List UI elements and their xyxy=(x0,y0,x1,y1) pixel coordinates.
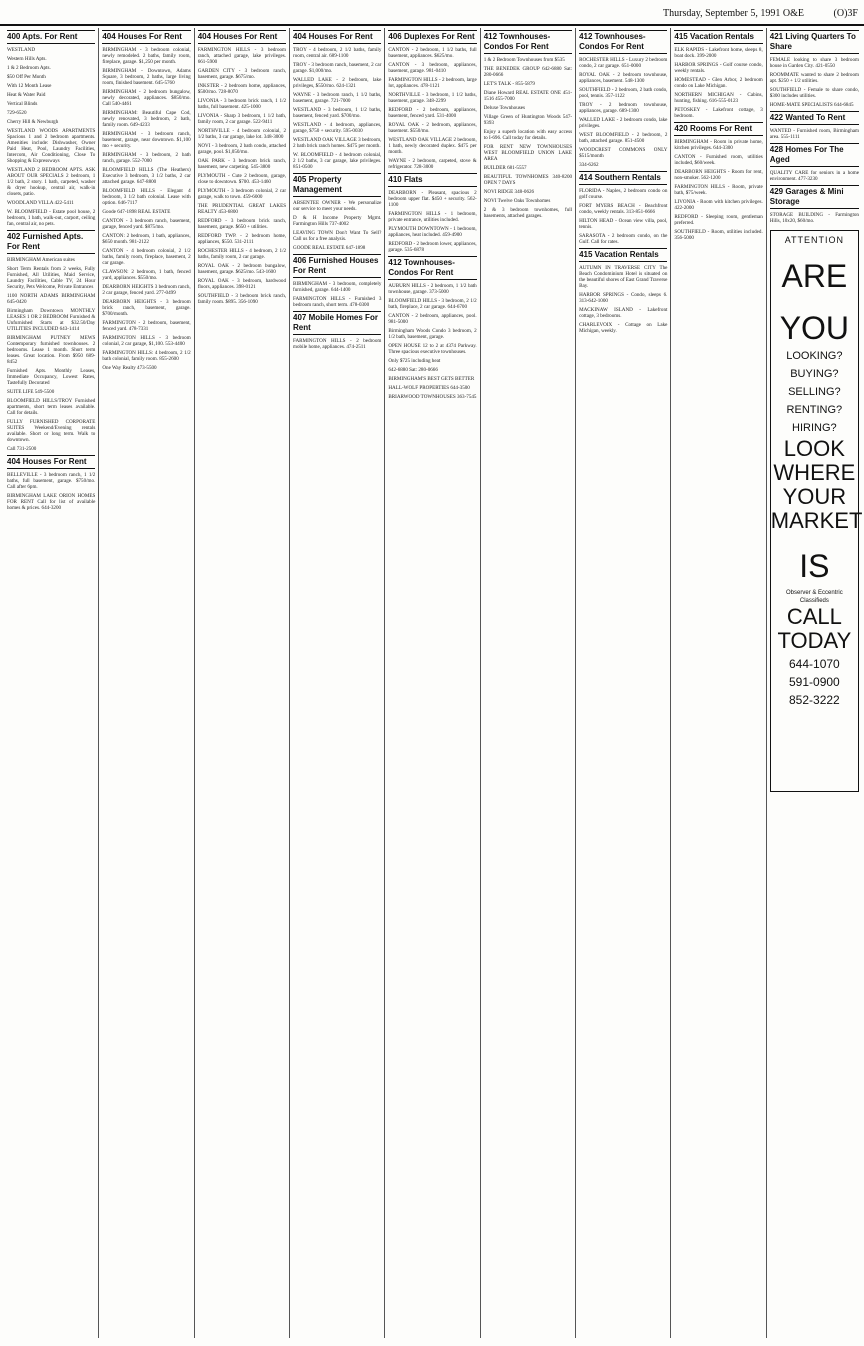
section-header: 400 Apts. For Rent xyxy=(7,30,95,44)
classified-ad: 334-6262 xyxy=(579,162,599,168)
promo-q5: HIRING? xyxy=(792,422,837,434)
classified-ad: Western Hills Apts. xyxy=(7,56,47,62)
issue-date: Thursday, September 5, 1991 O&E xyxy=(663,8,804,19)
section-header: 404 Houses For Rent xyxy=(198,30,286,44)
promo-today: TODAY xyxy=(777,628,852,653)
classified-ad: BIRMINGHAM - 3 bedroom colonial, newly remodeled. 2 baths, family room, fireplace, garage. $1,250 per month. xyxy=(102,47,191,65)
classified-ad: BLOOMFIELD HILLS - Elegant 4 bedroom, 3 1/2 bath colonial. Lease with option. 646-7117 xyxy=(102,188,191,206)
market-promo-box xyxy=(770,230,862,792)
classified-ad: HALL-WOLF PROPERTIES 644-3500 xyxy=(388,385,470,391)
classified-ad: ROCHESTER HILLS - 4 bedroom, 2 1/2 baths, family room, 2 car garage. xyxy=(197,248,287,260)
classified-ad: W. BLOOMFIELD - Estate pool house, 2 bedroom, 1 bath, walk-out, carport, ceiling fan, central air, no pets. xyxy=(7,209,96,227)
classified-ad: D & H Income Property Mgmt. Farmington Hills 737-4002 xyxy=(293,215,382,227)
section-header: 406 Duplexes For Rent xyxy=(388,30,476,44)
classified-ad: ABSENTEE OWNER - We personalize our service to meet your needs. xyxy=(293,200,382,212)
classified-ad: Vertical Blinds xyxy=(7,101,38,107)
classified-ad: Village Green of Huntington Woods 547-9393 xyxy=(483,114,573,126)
classified-ad: GOODE REAL ESTATE 647-1898 xyxy=(293,245,366,251)
classified-ad: BEAUTIFUL TOWNHOMES 340-8200 OPEN 7 DAYS xyxy=(483,174,573,186)
section-header: 429 Garages & Mini Storage xyxy=(770,185,859,209)
classified-ad: PLYMOUTH - 3 bedroom colonial, 2 car garage, walk to town. 459-6000 xyxy=(197,188,287,200)
classified-ad: STORAGE BUILDING - Farmington Hills, 10x20, $60/mo. xyxy=(769,212,859,224)
classified-ad: QUALITY CARE for seniors in a home environment. 477-3230 xyxy=(769,170,859,182)
classified-ad: BLOOMFIELD HILLS - 3 bedroom, 2 1/2 bath, fireplace, 2 car garage. 644-6700 xyxy=(388,298,477,310)
classified-ad: WEST BLOOMFIELD - 2 bedroom, 2 bath, attached garage. 851-4500 xyxy=(579,132,668,144)
classified-ad: TROY - 3 bedroom ranch, basement, 2 car garage. $1,000/mo. xyxy=(293,62,382,74)
classified-ad: FARMINGTON HILLS: 4 bedroom, 2 1/2 bath colonial, family room. 855-2600 xyxy=(102,350,191,362)
classified-ad: $50 Off Per Month xyxy=(7,74,46,80)
classified-ad: FARMINGTON HILLS - Room, private bath, $75/week. xyxy=(674,184,763,196)
classified-ad: WOODCREST COMMONS ONLY $515/month xyxy=(579,147,668,159)
classified-ad: 729-6520 xyxy=(7,110,27,116)
column-3 xyxy=(195,28,290,1338)
classified-ad: FARMINGTON - 2 bedroom, basement, fenced yard. 478-7331 xyxy=(102,320,191,332)
classified-ad: ROYAL OAK - 3 bedroom, hardwood floors, appliances. 398-0121 xyxy=(197,278,287,290)
promo-q1: LOOKING? xyxy=(786,350,843,362)
classified-ad: OAK PARK - 3 bedroom brick ranch, basement, new carpeting. 545-3800 xyxy=(197,158,287,170)
classified-ad: BIRMINGHAM - Downtown, Adams Square, 3 bedroom, 2 baths, large living room, finished basement. 645-5760 xyxy=(102,68,191,86)
promo-q2: BUYING? xyxy=(790,368,839,380)
classified-ad: ELK RAPIDS - Lakefront home, sleeps 8, boat dock. 399-2000 xyxy=(674,47,763,59)
classified-ad: PLYMOUTH - Cute 2 bedroom, garage, close to downtown. $700. 453-1460 xyxy=(197,173,287,185)
classified-ad: CANTON - 2 bedroom, 1 1/2 baths, full basement, appliances. $625/mo. xyxy=(388,47,477,59)
classified-ad: LIVONIA - Room with kitchen privileges. 422-2000 xyxy=(674,199,763,211)
classified-ad: WESTLAND WOODS APARTMENTS Spacious 1 and 2 bedroom apartments. Amenities include: Dishwasher, Owner Paid Heat, Pool, Laundry Facilities, Intercom, Air Conditioning, Close To Shopping & Expressways xyxy=(7,128,96,164)
classified-ad: BIRMINGHAM PUTNEY MEWS Contemporary furnished townhouses. 2 bedrooms. Lease 1 month. Short term leases. Great location. From $950 689-8452 xyxy=(7,335,96,365)
classified-ad: 1 & 2 Bedroom Townhouses from $535 xyxy=(483,57,565,63)
classified-ad: WESTLAND 2 BEDROOM APTS. ASK ABOUT OUR SPECIALS 2 bedroom, 1 1/2 bath, 2 story. 1 bath, carpeted, washer & dryer hookup, central air, walk-in closets, patio. xyxy=(7,167,96,197)
section-header: 412 Townhouses-Condos For Rent xyxy=(484,30,572,54)
section-header: 407 Mobile Homes For Rent xyxy=(293,311,381,335)
classified-ad: WESTLAND - 4 bedroom, appliances, garage, $750 + security. 595-0030 xyxy=(293,122,382,134)
classified-ad: 1 & 2 Bedroom Apts. xyxy=(7,65,51,71)
classified-ad: LET'S TALK - 855-5879 xyxy=(483,81,535,87)
column-4 xyxy=(290,28,385,1338)
classified-ad: FEMALE looking to share 3 bedroom house in Garden City. 421-0550 xyxy=(769,57,859,69)
classified-ad: CANTON: 2 bedroom, 1 bath, appliances, $650 month. 981-2122 xyxy=(102,233,191,245)
classified-ad: BIRMINGHAM American suites xyxy=(7,257,75,263)
column-6 xyxy=(481,28,576,1338)
column-7 xyxy=(576,28,671,1338)
classified-ad: REDFORD TWP. - 2 bedroom home, appliances, $550. 531-2111 xyxy=(197,233,287,245)
classified-ad: BUILDER 681-5557 xyxy=(483,165,527,171)
classified-ad: BIRMINGHAM - 3 bedroom, completely furnished, garage. 644-1400 xyxy=(293,281,382,293)
classified-ad: Birmingham Downtown MONTHLY LEASES 1 OR 2 BEDROOM Furnished & Unfurnished Starts at $32.50/Day UTILITIES INCLUDED 643-1414 xyxy=(7,308,96,332)
classified-ad: REDFORD - 3 bedroom brick ranch, basement, garage. $650 + utilities. xyxy=(197,218,287,230)
classified-ad: BIRMINGHAM - Room in private home, kitchen privileges. 644-3300 xyxy=(674,139,763,151)
classified-ad: Cherry Hill & Newburgh xyxy=(7,119,59,125)
page-number: (O)3F xyxy=(833,8,858,19)
classified-ad: Furnished Apts. Monthly Leases, Immediate Occupancy, Lowest Rates, Tastefully Decorated xyxy=(7,368,96,386)
promo-you: YOU xyxy=(779,310,850,346)
promo-q3: SELLING? xyxy=(788,386,841,398)
classified-ad: FULLY FURNISHED CORPORATE SUITES Weekend/Evening rentals available. Short or long term. Walk to downtown. xyxy=(7,419,96,443)
classified-ad: SOUTHFIELD - Female to share condo, $300 includes utilities. xyxy=(769,87,859,99)
classified-ad: NOVI - 3 bedroom, 2 bath condo, attached garage, pool. $1,050/mo. xyxy=(197,143,287,155)
classified-ad: WALLED LAKE - 2 bedroom condo, lake privileges. xyxy=(579,117,668,129)
classified-ad: BIRMINGHAM LAKE ORION HOMES FOR RENT Call for list of available homes & prices. 644-3200 xyxy=(7,493,96,511)
classified-ad: SOUTHFIELD - Room, utilities included. 356-5000 xyxy=(674,229,763,241)
classified-ad: CHARLEVOIX - Cottage on Lake Michigan, weekly. xyxy=(579,322,668,334)
classified-ad: SOUTHFIELD - 3 bedroom brick ranch, family room. $895. 356-1090 xyxy=(197,293,287,305)
classified-ad: CANTON - 3 bedroom ranch, basement, garage, fenced yard. $875/mo. xyxy=(102,218,191,230)
classified-ad: WESTLAND - 3 bedroom, 1 1/2 baths, basement, fenced yard. $700/mo. xyxy=(293,107,382,119)
column-2 xyxy=(99,28,194,1338)
classified-ad: GARDEN CITY - 3 bedroom ranch, basement, garage. $675/mo. xyxy=(197,68,287,80)
classified-ad: REDFORD - 2 bedroom, appliances, basement, fenced yard. 531-4000 xyxy=(388,107,477,119)
section-header: 415 Vacation Rentals xyxy=(674,30,762,44)
classified-ad: FARMINGTON HILLS - 2 bedroom mobile home, appliances. 474-2511 xyxy=(293,338,382,350)
classified-ad: WESTLAND OAK VILLAGE 2 bedroom, 1 bath, newly decorated duplex. $475 per month. xyxy=(388,137,477,155)
classified-ad: FORT MYERS BEACH - Beachfront condo, weekly rentals. 313-851-6666 xyxy=(579,203,668,215)
promo-where: WHERE xyxy=(773,460,856,485)
classified-ad: CANTON - Furnished room, utilities included, $60/week. xyxy=(674,154,763,166)
classified-ad: Birmingham Woods Condo 3 bedroom, 2 1/2 bath, basement, garage. xyxy=(388,328,477,340)
promo-attention: ATTENTION xyxy=(784,235,845,245)
classified-ad: LIVONIA - Sharp 3 bedroom, 1 1/2 bath, family room, 2 car garage. 522-9411 xyxy=(197,113,287,125)
classified-ad: FARMINGTON HILLS - 3 bedroom colonial, 2 car garage, $1,100. 553-4400 xyxy=(102,335,191,347)
classified-ad: BLOOMFIELD HILLS (The Heathers) Executive 3 bedroom, 3 1/2 baths, 2 car attached garage. 647-8800 xyxy=(102,167,191,185)
section-header: 404 Houses For Rent xyxy=(293,30,381,44)
classified-ad: AUBURN HILLS - 2 bedroom, 1 1/2 bath townhouse, garage. 373-5000 xyxy=(388,283,477,295)
classified-ad: W. BLOOMFIELD - 4 bedroom colonial, 2 1/2 baths, 3 car garage, lake privileges. 851-0500 xyxy=(293,152,382,170)
classified-ad: TROY - 4 bedroom, 2 1/2 baths, family room, central air. 689-1100 xyxy=(293,47,382,59)
classified-ad: THE PRUDENTIAL GREAT LAKES REALTY 453-6800 xyxy=(197,203,287,215)
classified-ad: WESTLAND OAK VILLAGE 3 bedroom, 2 bath brick ranch homes. $475 per month. xyxy=(293,137,382,149)
classified-ad: WOODLAND VILLA 422-5411 xyxy=(7,200,74,206)
section-header: 415 Vacation Rentals xyxy=(579,248,667,262)
classified-ad: One Way Realty 473-5500 xyxy=(102,365,157,371)
section-header: 412 Townhouses-Condos For Rent xyxy=(388,256,476,280)
column-1 xyxy=(4,28,99,1338)
classified-ad: Enjoy a superb location with easy access to I-696. Call today for details. xyxy=(483,129,573,141)
classified-ad: BRIARWOOD TOWNHOUSES 363-7545 xyxy=(388,394,477,400)
promo-brand: Observer & Eccentric Classifieds xyxy=(786,590,843,604)
section-header: 428 Homes For The Aged xyxy=(770,143,859,167)
classified-ad: FARMINGTON HILLS - Furnished 3 bedroom ranch, short term. 478-0300 xyxy=(293,296,382,308)
promo-are: ARE xyxy=(781,258,848,294)
classified-ad: THE BENEDEK GROUP 642-6880 Sat: 280-0666 xyxy=(483,66,573,78)
classified-ad: Short Term Rentals from 2 weeks, Fully Furnished, All Utilities, Maid Service, Laundry Facilities, Cable TV, 24 Hour Security, Pets Welcome, Private Entrances xyxy=(7,266,96,290)
classified-ad: With 12 Month Lease xyxy=(7,83,52,89)
classified-ad: AUTUMN IN TRAVERSE CITY The Beach Condominium Hotel is situated on the beautiful shores of East Grand Traverse Bay. xyxy=(579,265,668,289)
classified-ad: BIRMINGHAM - 3 bedroom, 2 bath ranch, garage. 552-7000 xyxy=(102,152,191,164)
classified-ad: FARMINGTON HILLS - 2 bedroom, large lot, appliances. 478-1121 xyxy=(388,77,477,89)
classified-ad: ROYAL OAK - 2 bedroom, appliances, basement. $550/mo. xyxy=(388,122,477,134)
classified-ad: Call 731-2500 xyxy=(7,446,37,452)
classified-ad: HOME-MATE SPECIALISTS 644-6845 xyxy=(769,102,854,108)
classified-ad: CLAWSON: 2 bedroom, 1 bath, fenced yard, appliances. $550/mo. xyxy=(102,269,191,281)
classified-ad: ROYAL OAK - 2 bedroom bungalow, basement, garage. $625/mo. 543-1600 xyxy=(197,263,287,275)
section-header: 410 Flats xyxy=(388,173,476,187)
classified-ad: CANTON - 2 bedroom, appliances, pool. 981-5000 xyxy=(388,313,477,325)
classified-ad: BIRMINGHAM: Beautiful Cape Cod, newly renovated, 3 bedroom, 2 bath, family room. 649-4233 xyxy=(102,110,191,128)
classified-ad: 2 & 3 bedroom townhomes, full basements, attached garages. xyxy=(483,207,573,219)
promo-p1: 644-1070 xyxy=(789,657,840,671)
classified-ad: LIVONIA - 3 bedroom brick ranch, 1 1/2 baths, full basement. 425-1000 xyxy=(197,98,287,110)
promo-p2: 591-0900 xyxy=(789,675,840,689)
promo-p3: 852-3222 xyxy=(789,693,840,707)
classified-ad: WAYNE - 3 bedroom ranch, 1 1/2 baths, basement, garage. 721-7000 xyxy=(293,92,382,104)
classified-ad: INKSTER - 2 bedroom home, appliances, $500/mo. 728-8070 xyxy=(197,83,287,95)
classified-ad: PLYMOUTH DOWNTOWN - 1 bedroom, appliances, heat included. 459-4900 xyxy=(388,226,477,238)
classified-ad: DEARBORN HEIGHTS - Room for rent, non-smoker. 562-1200 xyxy=(674,169,763,181)
classified-ad: BIRMINGHAM - 2 bedroom bungalow, newly decorated, appliances. $850/mo. Call 540-4461 xyxy=(102,89,191,107)
classified-ad: WANTED - Furnished room, Birmingham area. 555-1111 xyxy=(769,128,859,140)
classified-ad: FOR RENT NEW TOWNHOUSES WEST BLOOMFIELD UNION LAKE AREA xyxy=(483,144,573,162)
classified-ad: REDFORD - Sleeping room, gentleman preferred. xyxy=(674,214,763,226)
promo-is: IS xyxy=(799,548,830,584)
classified-columns xyxy=(4,28,862,1338)
classified-ad: SARASOTA - 2 bedroom condo, on the Gulf. Call for rates. xyxy=(579,233,668,245)
classified-ad: HARBOR SPRINGS - Golf course condo, weekly rentals. xyxy=(674,62,763,74)
classified-ad: NORTHVILLE - 4 bedroom colonial, 2 1/2 baths, 3 car garage, lake lot. 348-3000 xyxy=(197,128,287,140)
promo-look: LOOK xyxy=(783,436,845,461)
classified-ad: REDFORD - 2 bedroom lower, appliances, garage. 535-6878 xyxy=(388,241,477,253)
promo-q4: RENTING? xyxy=(786,404,843,416)
classified-ad: HARBOR SPRINGS - Condo, sleeps 6. 313-642-1000 xyxy=(579,292,668,304)
classified-ad: NOVI Twelve Oaks Townhomes xyxy=(483,198,551,204)
classified-ad: TROY - 2 bedroom townhouse, appliances, garage. 689-1300 xyxy=(579,102,668,114)
classified-ad: WAYNE - 2 bedroom, carpeted, stove & refrigerator. 728-3000 xyxy=(388,158,477,170)
classified-ad: OPEN HOUSE 12 to 2 at 4374 Parkway. Three spacious executive townhouses. xyxy=(388,343,477,355)
classified-ad: BIRMINGHAM'S BEST GETS BETTER xyxy=(388,376,475,382)
promo-call: CALL xyxy=(786,604,842,629)
classified-ad: HOMESTEAD - Glen Arbor, 2 bedroom condo on Lake Michigan. xyxy=(674,77,763,89)
promo-your: YOUR xyxy=(782,484,847,509)
classified-ad: BIRMINGHAM - 3 bedroom ranch, basement, garage, near downtown. $1,100 mo + security. xyxy=(102,131,191,149)
section-header: 414 Southern Rentals xyxy=(579,171,667,185)
promo-market: MARKET xyxy=(770,508,862,533)
classified-ad: NOVI RIDGE 348-0626 xyxy=(483,189,535,195)
classified-ad: Diane Howard REAL ESTATE ONE 451-1516 455-7000 xyxy=(483,90,573,102)
classified-ad: FARMINGTON HILLS - 3 bedroom ranch, attached garage, lake privileges. 661-5900 xyxy=(197,47,287,65)
classified-ad: ROCHESTER HILLS - Luxury 2 bedroom condo, 2 car garage. 651-0000 xyxy=(579,57,668,69)
classified-ad: FARMINGTON HILLS - 1 bedroom, private entrance, utilities included. xyxy=(388,211,477,223)
section-header: 406 Furnished Houses For Rent xyxy=(293,254,381,278)
section-header: 405 Property Management xyxy=(293,173,381,197)
classified-ad: BELLEVILLE - 3 bedroom ranch, 1 1/2 baths, full basement, garage. $750/mo. Call after 6pm. xyxy=(7,472,96,490)
classified-ad: MACKINAW ISLAND - Lakefront cottage, 3 bedrooms. xyxy=(579,307,668,319)
section-header: 420 Rooms For Rent xyxy=(674,122,762,136)
classified-ad: PETOSKEY - Lakefront cottage, 3 bedroom. xyxy=(674,107,763,119)
column-8 xyxy=(671,28,766,1338)
classified-ad: DEARBORN HEIGHTS - 3 bedroom brick ranch, basement, garage. $700/month. xyxy=(102,299,191,317)
classified-ad: WALLED LAKE - 2 bedroom, lake privileges, $550/mo. 624-1321 xyxy=(293,77,382,89)
classified-ad: DEARBORN - Pleasant, spacious 2 bedroom upper flat. $450 + security. 562-1100 xyxy=(388,190,477,208)
classified-ad: ROOMMATE wanted to share 2 bedroom apt. $250 + 1/2 utilities. xyxy=(769,72,859,84)
column-5 xyxy=(385,28,480,1338)
classified-ad: Only $725 including heat xyxy=(388,358,441,364)
classified-ad: Heat & Water Paid xyxy=(7,92,46,98)
classified-ad: SUITE LIFE 549-5500 xyxy=(7,389,55,395)
classified-ad: Deluxe Townhouses xyxy=(483,105,526,111)
classified-ad: CANTON - 3 bedroom, appliances, basement, garage. 981-0410 xyxy=(388,62,477,74)
section-header: 404 Houses For Rent xyxy=(7,455,95,469)
section-header: 422 Wanted To Rent xyxy=(770,111,859,125)
classified-ad: BLOOMFIELD HILLS/TROY Furnished apartments, short term leases available. Call for details. xyxy=(7,398,96,416)
classified-ad: SOUTHFIELD - 2 bedroom, 2 bath condo, pool, tennis. 357-1122 xyxy=(579,87,668,99)
masthead xyxy=(0,0,864,26)
classified-ad: NORTHVILLE - 3 bedroom, 1 1/2 baths, basement, garage. 348-2299 xyxy=(388,92,477,104)
classified-ad: WESTLAND xyxy=(7,47,36,53)
classified-ad: HILTON HEAD - Ocean view villa, pool, tennis. xyxy=(579,218,668,230)
classified-ad: FLORIDA - Naples, 2 bedroom condo on golf course. xyxy=(579,188,668,200)
section-header: 412 Townhouses-Condos For Rent xyxy=(579,30,667,54)
classified-ad: 1100 NORTH ADAMS BIRMINGHAM 645-0420 xyxy=(7,293,96,305)
section-header: 421 Living Quarters To Share xyxy=(770,30,859,54)
section-header: 402 Furnished Apts. For Rent xyxy=(7,230,95,254)
classified-ad: LEAVING TOWN Don't Want To Sell? Call us for a free analysis. xyxy=(293,230,382,242)
section-header: 404 Houses For Rent xyxy=(102,30,190,44)
classified-ad: 642-6880 Sat: 280-0666 xyxy=(388,367,438,373)
classified-ad: CANTON - 4 bedroom colonial, 2 1/2 baths, family room, fireplace, basement, 2 car garage. xyxy=(102,248,191,266)
classified-ad: ROYAL OAK - 2 bedroom townhouse, appliances, basement. 548-1300 xyxy=(579,72,668,84)
classified-ad: DEARBORN HEIGHTS 3 bedroom ranch, 2 car garage, fenced yard. 277-0499 xyxy=(102,284,191,296)
classified-ad: Goode 647-1898 REAL ESTATE xyxy=(102,209,171,215)
classified-ad: NORTHERN MICHIGAN - Cabins, hunting, fishing. 616-555-0123 xyxy=(674,92,763,104)
column-9 xyxy=(767,28,862,1338)
